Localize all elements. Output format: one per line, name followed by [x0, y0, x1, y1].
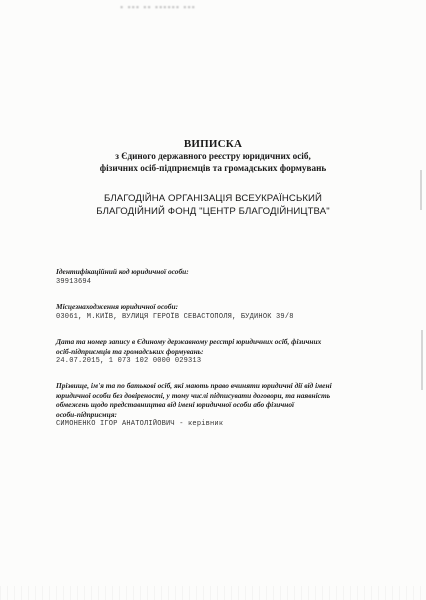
document-subtitle-line-1: з Єдиного державного реєстру юридичних осіб, — [115, 151, 311, 161]
document-subtitle-line-2: фізичних осіб-підприємців та громадських формувань — [99, 163, 327, 173]
organization-name-line-1: БЛАГОДІЙНА ОРГАНІЗАЦІЯ ВСЕУКРАЇНСЬКИЙ — [103, 193, 323, 204]
field-label: Ідентифікаційний код юридичної особи: — [56, 267, 189, 276]
field-value: 03061, М.КИЇВ, ВУЛИЦЯ ГЕРОЇВ СЕВАСТОПОЛЯ, БУДИНОК 39/8 — [56, 312, 294, 321]
field-label: Місцезнаходження юридичної особи: — [56, 302, 179, 311]
field-identification-code — [56, 267, 386, 287]
field-label: юридичної особи без довіреності, у тому числі підписувати договори, та наявність — [56, 390, 331, 400]
field-value: 24.07.2015, 1 073 102 0000 029313 — [56, 357, 202, 365]
document-title: ВИПИСКА — [183, 138, 243, 150]
field-registration-record — [56, 337, 386, 366]
field-label: Дата та номер запису в Єдиному державному реєстрі юридичних осіб, фізичних — [56, 337, 322, 346]
field-address — [56, 302, 386, 322]
field-label: обмежень щодо представництва від імені юридичної особи або фізичної — [56, 400, 295, 409]
scan-edge-mark — [421, 330, 423, 390]
field-label: осіб-підприємців та громадських формувань: — [56, 346, 204, 356]
document-header — [0, 138, 426, 174]
field-value: СИМОНЕНКО ІГОР АНАТОЛІЙОВИЧ - керівник — [56, 420, 224, 428]
field-label: особи-підприємця: — [56, 409, 118, 419]
bleed-through-text: ▪ ▪▪▪ ▪▪ ▪▪▪▪▪▪ ▪▪▪ — [120, 2, 196, 12]
scan-noise — [0, 586, 426, 600]
field-value: 39913694 — [56, 277, 92, 286]
organization-name — [0, 192, 426, 218]
field-authorized-persons — [56, 381, 386, 429]
field-label: Прізвище, ім'я та по батькові осіб, які мають право вчиняти юридичні дії від імені — [56, 381, 332, 390]
organization-name-line-2: БЛАГОДІЙНИЙ ФОНД "ЦЕНТР БЛАГОДІЙНИЦТВА" — [96, 206, 330, 217]
